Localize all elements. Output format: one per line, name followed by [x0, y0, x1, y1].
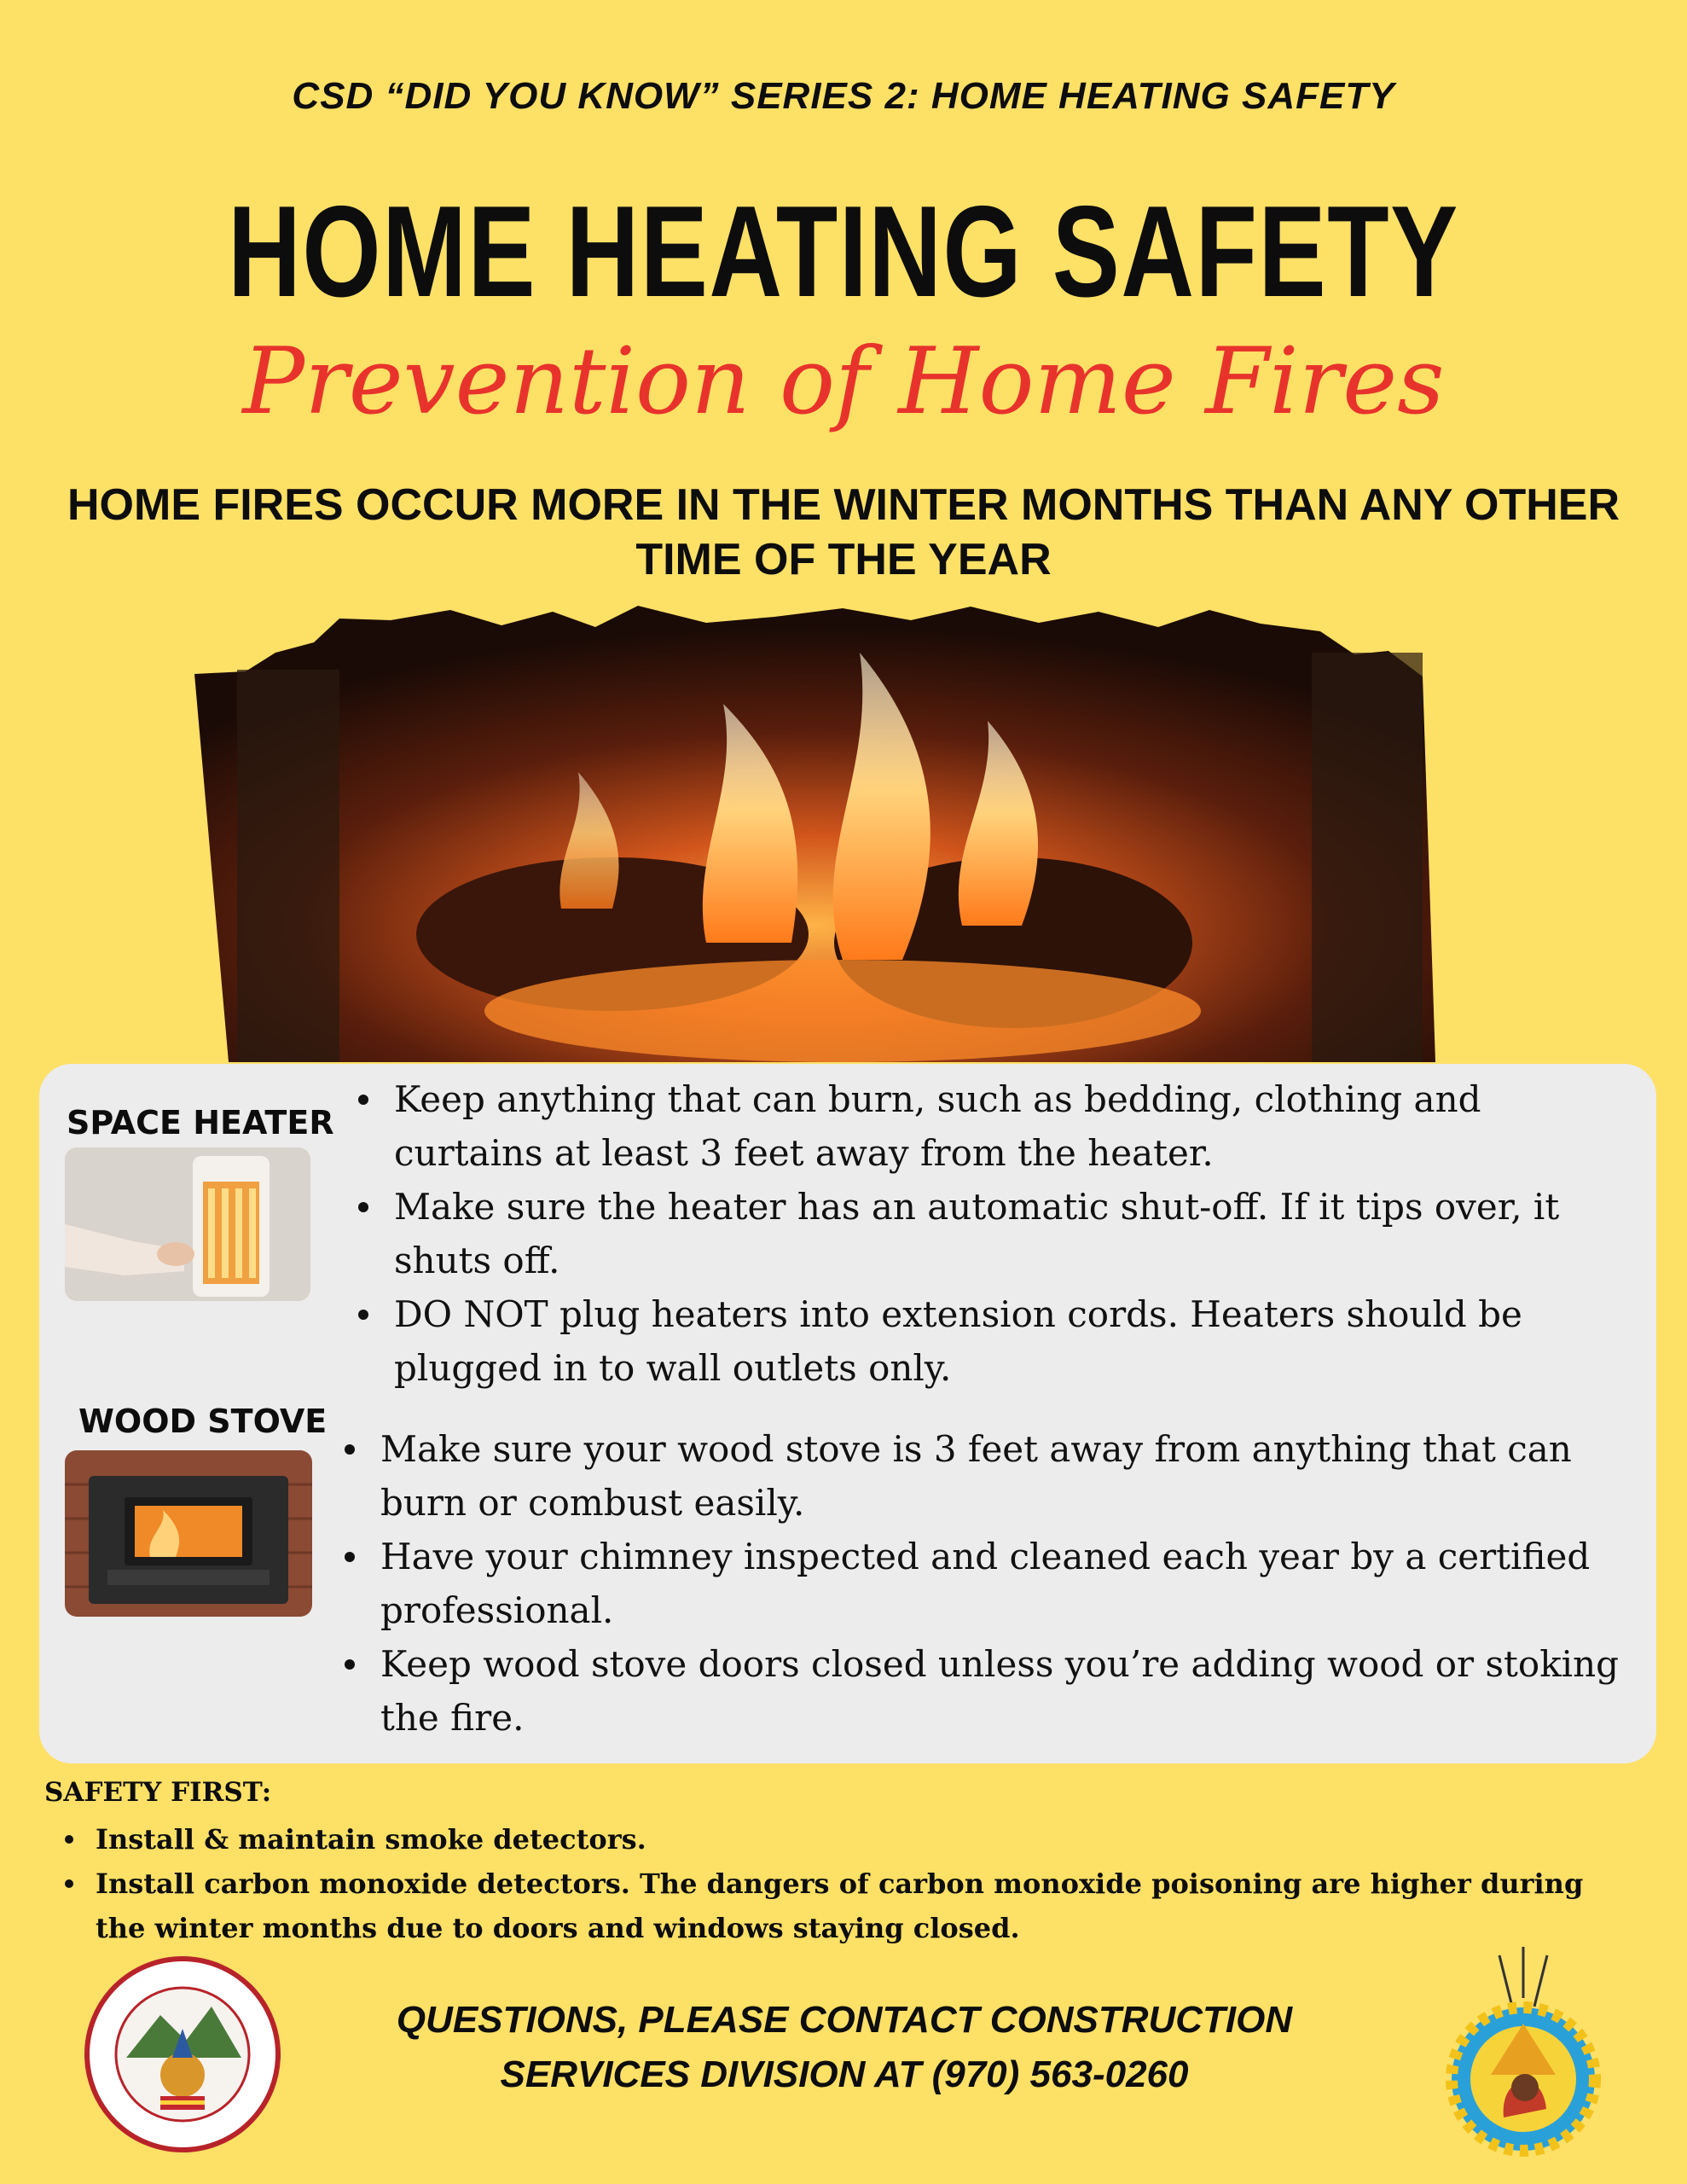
- list-item: Keep wood stove doors closed unless you’re adding wood or stoking the fire.: [336, 1637, 1632, 1745]
- list-item: DO NOT plug heaters into extension cords. Heaters should be plugged in to wall outlets only.: [350, 1287, 1629, 1395]
- list-item: Make sure your wood stove is 3 feet away from anything that can burn or combust easily.: [336, 1422, 1632, 1530]
- page-title: HOME HEATING SAFETY: [228, 179, 1459, 324]
- contact-line-1: QUESTIONS, PLEASE CONTACT CONSTRUCTION: [396, 1999, 1293, 2041]
- lead-statement: HOME FIRES OCCUR MORE IN THE WINTER MONTHS THAN ANY OTHER TIME OF THE YEAR: [67, 480, 1620, 584]
- wood-stove-photo: [65, 1450, 312, 1617]
- space-heater-label: SPACE HEATER: [67, 1104, 334, 1141]
- contact-info: [324, 1993, 1365, 2102]
- safety-first-heading: SAFETY FIRST:: [44, 1777, 272, 1808]
- list-item: Make sure the heater has an automatic shut-off. If it tips over, it shuts off.: [350, 1180, 1629, 1287]
- wood-stove-tips: [336, 1422, 1632, 1745]
- list-item: Install carbon monoxide detectors. The dangers of carbon monoxide poisoning are higher during the winter months due to doors and windows staying closed.: [53, 1862, 1639, 1950]
- page-subtitle: Prevention of Home Fires: [242, 328, 1445, 435]
- tribal-emblem-logo: [1440, 1947, 1607, 2160]
- list-item: Keep anything that can burn, such as bedding, clothing and curtains at least 3 feet away from the heater.: [350, 1072, 1629, 1180]
- space-heater-tips: [350, 1072, 1629, 1395]
- series-heading: CSD “DID YOU KNOW” SERIES 2: HOME HEATING SAFETY: [292, 75, 1395, 117]
- fireplace-photo: [194, 601, 1477, 1062]
- list-item: Have your chimney inspected and cleaned each year by a certified professional.: [336, 1530, 1632, 1637]
- contact-line-2: SERVICES DIVISION AT (970) 563-0260: [500, 2053, 1189, 2095]
- safety-first-list: [53, 1817, 1639, 1950]
- list-item: Install & maintain smoke detectors.: [53, 1817, 1639, 1862]
- wood-stove-label: WOOD STOVE: [78, 1403, 328, 1440]
- tribe-seal-logo: [84, 1955, 281, 2153]
- space-heater-photo: [65, 1147, 310, 1301]
